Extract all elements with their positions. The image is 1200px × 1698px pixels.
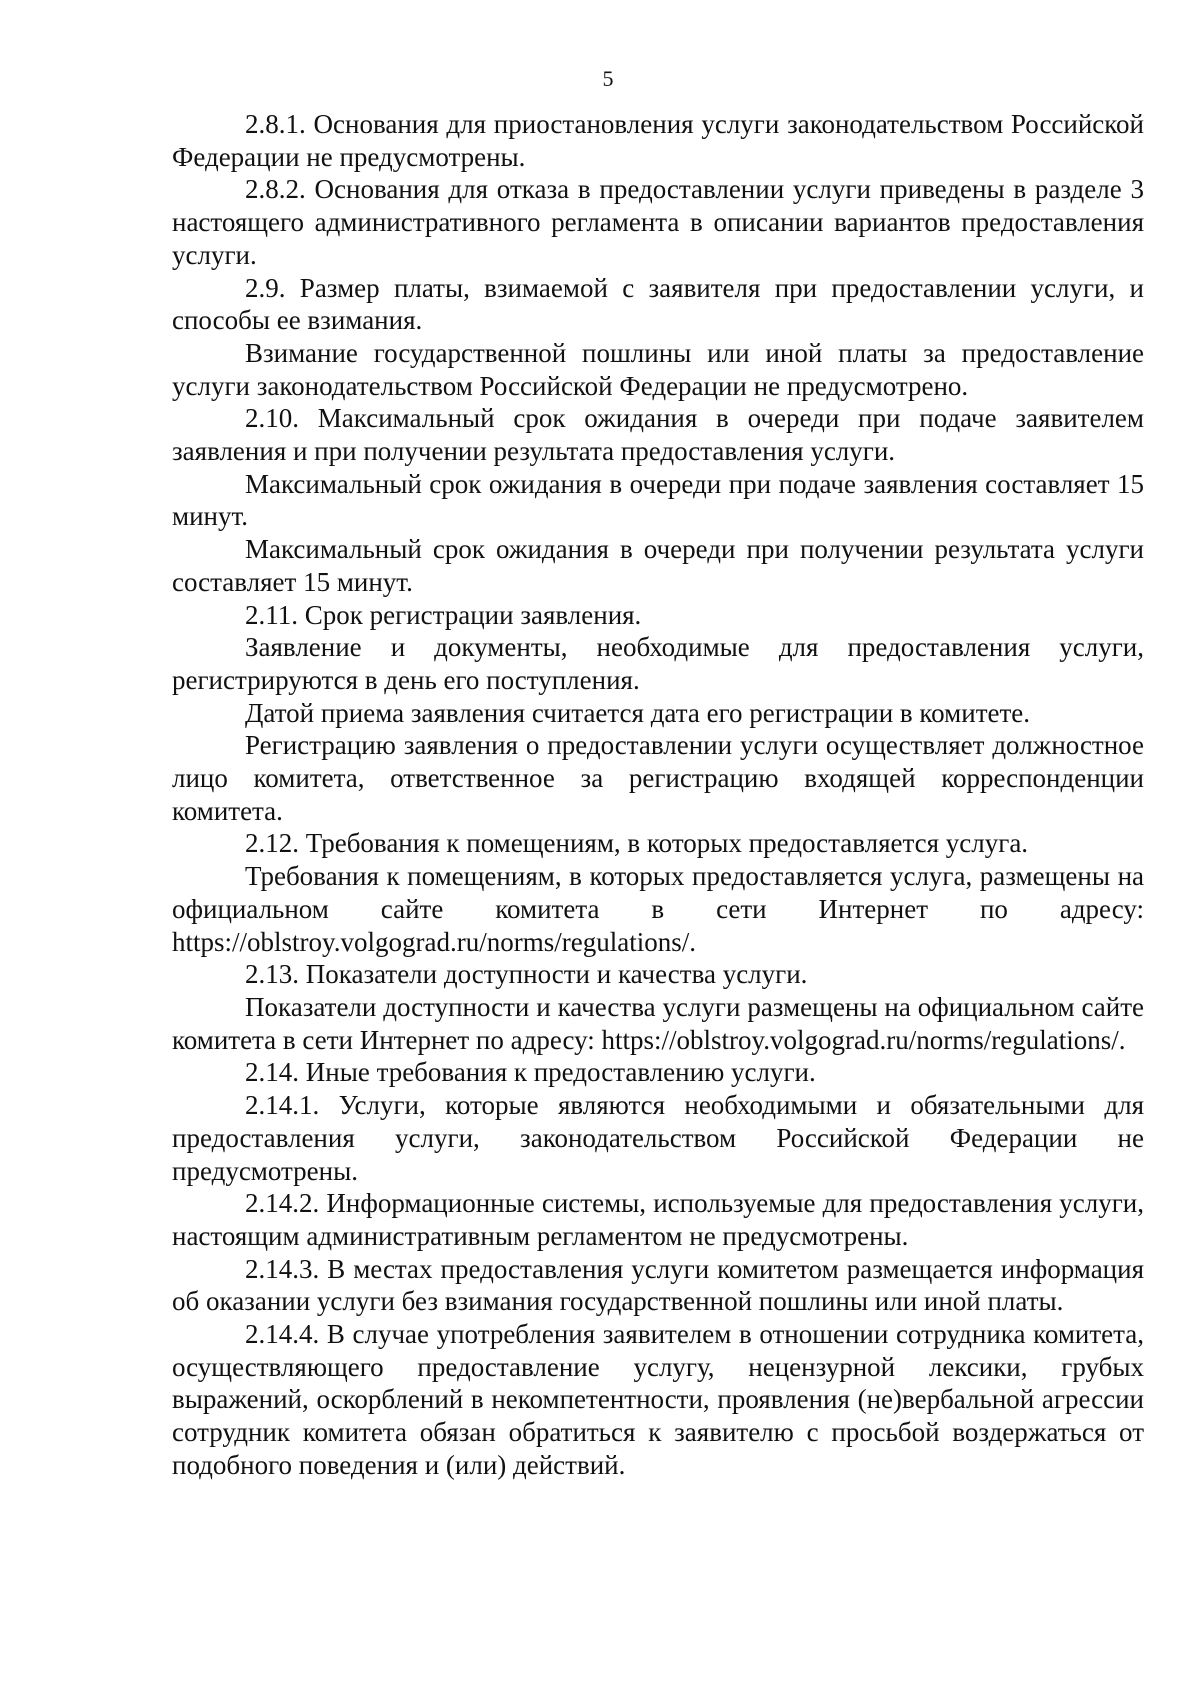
paragraph-2-10: 2.10. Максимальный срок ожидания в очереди при подаче заявителем заявления и при получении результата предоставления услуги. <box>172 403 1144 467</box>
paragraph-2-12-text: Требования к помещениям, в которых предоставляется услуга, размещены на официальном сайте комитета в сети Интернет по адресу: https://oblstroy.volgograd.ru/norms/regulations/. <box>172 861 1144 957</box>
page-number: 5 <box>602 66 614 91</box>
paragraph-2-9: 2.9. Размер платы, взимаемой с заявителя при предоставлении услуги, и способы ее взимания. <box>172 272 1144 336</box>
paragraph-2-11-text-3: Регистрацию заявления о предоставлении услуги осуществляет должностное лицо комитета, ответственное за регистрацию входящей корреспонденции комитета. <box>172 730 1144 826</box>
paragraph-2-14-1: 2.14.1. Услуги, которые являются необходимыми и обязательными для предоставления услуги, законодательством Российской Федерации не предусмотрены. <box>172 1090 1144 1186</box>
paragraph-2-8-2: 2.8.2. Основания для отказа в предоставлении услуги приведены в разделе 3 настоящего административного регламента в описании вариантов предоставления услуги. <box>172 174 1144 270</box>
paragraph-2-12: 2.12. Требования к помещениям, в которых предоставляется услуга. <box>245 828 1029 859</box>
paragraph-2-9-text: Взимание государственной пошлины или иной платы за предоставление услуги законодательством Российской Федерации не предусмотрено. <box>172 337 1144 401</box>
paragraph-2-14-2: 2.14.2. Информационные системы, используемые для предоставления услуги, настоящим административным регламентом не предусмотрены. <box>172 1188 1144 1251</box>
paragraph-2-13: 2.13. Показатели доступности и качества услуги. <box>245 959 808 990</box>
paragraph-2-14-3: 2.14.3. В местах предоставления услуги комитетом размещается информация об оказании услуги без взимания государственной пошлины или иной платы. <box>172 1253 1144 1317</box>
paragraph-2-8-1: 2.8.1. Основания для приостановления услуги законодательством Российской Федерации не предусмотрены. <box>172 109 1144 172</box>
paragraph-2-10-text-2: Максимальный срок ожидания в очереди при получении результата услуги составляет 15 минут. <box>172 534 1144 597</box>
document-body <box>172 108 1144 1482</box>
paragraph-2-10-text-1: Максимальный срок ожидания в очереди при подаче заявления составляет 15 минут. <box>172 468 1144 532</box>
paragraph-2-14-4: 2.14.4. В случае употребления заявителем в отношении сотрудника комитета, осуществляющего предоставление услугу, нецензурной лексики, грубых выражений, оскорблений в некомпетентности, проявления (не)вербальной агрессии сотрудник комитета обязан обратиться к заявителю с просьбой воздержаться от подобного поведения и (или) действий. <box>172 1319 1144 1480</box>
paragraph-2-11: 2.11. Срок регистрации заявления. <box>245 599 642 630</box>
paragraph-2-13-text: Показатели доступности и качества услуги размещены на официальном сайте комитета в сети Интернет по адресу: https://oblstroy.volgograd.ru/norms/regulations/. <box>172 991 1144 1055</box>
paragraph-2-11-text-2: Датой приема заявления считается дата его регистрации в комитете. <box>245 697 1031 728</box>
paragraph-2-11-text-1: Заявление и документы, необходимые для предоставления услуги, регистрируются в день его поступления. <box>172 632 1144 695</box>
paragraph-2-14: 2.14. Иные требования к предоставлению услуги. <box>245 1057 816 1088</box>
